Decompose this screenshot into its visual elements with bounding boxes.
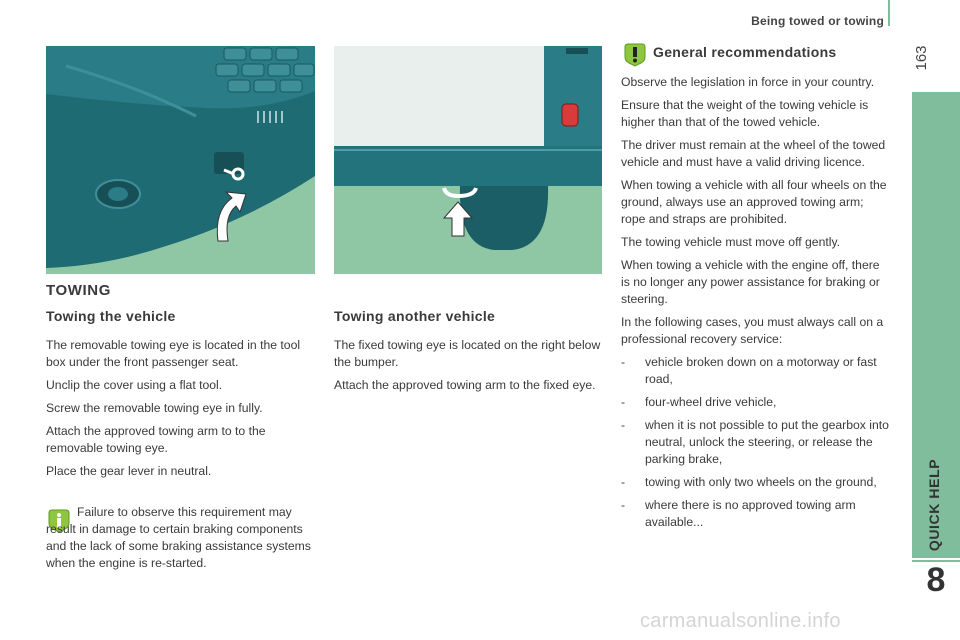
paragraph: Observe the legislation in force in your country.	[621, 75, 875, 89]
paragraph: The removable towing eye is located in the tool box under the front passenger seat.	[46, 338, 301, 369]
list-item: - vehicle broken down on a motorway or fast road,	[621, 354, 889, 388]
header-divider	[888, 0, 890, 26]
paragraph: Attach the approved towing arm to to the removable towing eye.	[46, 424, 266, 455]
rear-bumper-image	[334, 46, 602, 274]
list-item: - when it is not possible to put the gearbox into neutral, unlock the steering, or release the parking brake,	[621, 417, 889, 468]
towing-another-heading: Towing another vehicle	[334, 308, 496, 324]
paragraph: When towing a vehicle with the engine off, there is no longer any power assistance for braking or steering.	[621, 258, 880, 306]
paragraph: The driver must remain at the wheel of the towed vehicle and must have a valid driving licence.	[621, 138, 886, 169]
front-bumper-image	[46, 46, 315, 274]
paragraph: The towing vehicle must move off gently.	[621, 235, 841, 249]
recommendations-text	[621, 74, 889, 537]
chapter-tab-label-wrap	[902, 440, 960, 570]
towing-vehicle-heading: Towing the vehicle	[46, 308, 176, 324]
section-title: Being towed or towing	[751, 14, 884, 28]
recommendations-heading: General recommendations	[653, 44, 837, 60]
rear-bumper-towing-eye-illustration	[334, 46, 602, 274]
list-item: - four-wheel drive vehicle,	[621, 394, 889, 411]
front-bumper-towing-eye-illustration	[46, 46, 315, 274]
warning-icon	[622, 42, 648, 68]
recovery-cases-list	[621, 354, 889, 531]
watermark: carmanualsonline.info	[640, 610, 841, 632]
paragraph: Attach the approved towing arm to the fixed eye.	[334, 378, 596, 392]
page-number: 163	[913, 45, 930, 71]
paragraph: Unclip the cover using a flat tool.	[46, 378, 223, 392]
info-note	[46, 504, 318, 578]
paragraph: In the following cases, you must always call on a professional recovery service:	[621, 315, 884, 346]
paragraph: Ensure that the weight of the towing vehicle is higher than that of the towed vehicle.	[621, 98, 869, 129]
list-item: - towing with only two wheels on the ground,	[621, 474, 889, 491]
chapter-tab-label: QUICK HELP	[926, 458, 942, 552]
chapter-number: 8	[926, 561, 946, 599]
paragraph: When towing a vehicle with all four wheels on the ground, always use an approved towing arm; rope and straps are prohibited.	[621, 178, 887, 226]
paragraph: Place the gear lever in neutral.	[46, 464, 212, 478]
towing-another-text	[334, 337, 602, 400]
paragraph: The fixed towing eye is located on the right below the bumper.	[334, 338, 601, 369]
list-item: - where there is no approved towing arm available...	[621, 497, 889, 531]
towing-heading: TOWING	[46, 282, 111, 299]
paragraph: Screw the removable towing eye in fully.	[46, 401, 263, 415]
towing-vehicle-text	[46, 337, 318, 486]
info-note-text: Failure to observe this requirement may result in damage to certain braking components and the lack of some braking assistance systems when the engine is re-started.	[46, 505, 311, 570]
